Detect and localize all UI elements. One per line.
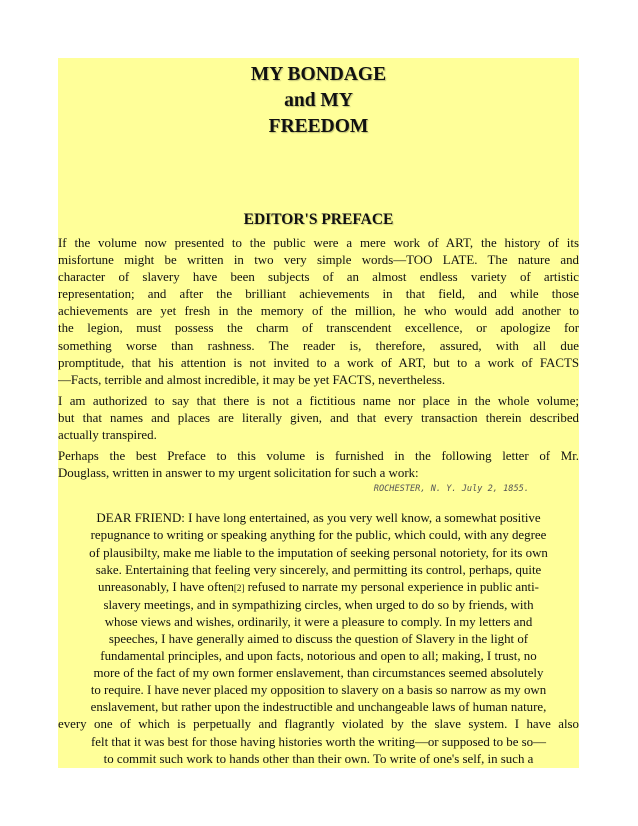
book-title [58,62,579,140]
footnote-reference-link[interactable]: [2] [233,582,245,593]
text-line: something worse than rashness. The reader is, therefore, assured, with all due [58,338,579,353]
text-line: promptitude, that his attention is not invited to a work of ART, but to a work of FACTS [58,355,579,370]
text-line: I am authorized to say that there is not a fictitious name nor place in the whole volume; [58,393,579,408]
paragraph-authorization [58,393,579,444]
paragraph-intro [58,235,579,389]
preface-heading: EDITOR'S PREFACE [243,211,394,228]
text-line: to commit such work to hands other than their own. To write of one's self, in such a [103,751,534,766]
body-text [58,235,579,768]
text-line [58,579,579,597]
text-segment: unreasonably, I have often [98,579,234,594]
text-line: Douglass, written in answer to my urgent solicitation for such a work: [58,466,419,481]
text-line: character of slavery have been subjects of an almost endless variety of artistic [58,270,579,285]
text-line: the legion, must possess the charm of transcendent excellence, or apologize for [58,321,579,336]
book-title-line-1: MY BONDAGE [250,64,387,85]
text-line: DEAR FRIEND: I have long entertained, as you very well know, a somewhat positive [96,511,541,526]
text-line: whose views and wishes, ordinarily, it were a pleasure to comply. In my letters and [104,614,533,629]
text-line: achievements are yet fresh in the memory of the million, he who would add another to [58,304,579,319]
text-line: every one of which is perpetually and flagrantly violated by the slave system. I have also [58,717,579,732]
book-title-line-2: and MY [284,90,353,111]
text-line: speeches, I have generally aimed to discuss the question of Slavery in the light of [108,631,529,646]
text-line: Perhaps the best Preface to this volume is furnished in the following letter of Mr. [58,449,579,464]
text-line: representation; and after the brilliant achievements in that field, and while those [58,287,579,302]
text-line: misfortune might be written in two very simple words—TOO LATE. The nature and [58,253,579,268]
text-line: slavery meetings, and in sympathizing circles, when urged to do so by friends, with [103,597,534,612]
text-line: repugnance to writing or speaking anything for the public, which could, with any degree [90,528,547,543]
text-line: to require. I have never placed my opposition to slavery on a basis so narrow as my own [90,683,547,698]
text-line: fundamental principles, and upon facts, notorious and open to all; making, I trust, no [100,649,537,664]
text-line: but that names and places are literally given, and that every transaction therein described [58,410,579,425]
text-line: If the volume now presented to the public were a mere work of ART, the history of its [58,236,579,250]
text-segment: refused to narrate my personal experience in public anti- [244,579,539,594]
document-page [58,58,579,768]
letter-dateline: ROCHESTER, N. Y. July 2, 1855. [373,484,529,495]
text-line: enslavement, but rather upon the indestructible and unchangeable laws of human nature, [90,700,547,715]
text-line: —Facts, terrible and almost incredible, it may be yet FACTS, nevertheless. [58,372,446,387]
text-line: sake. Entertaining that feeling very sincerely, and permitting its control, perhaps, quite [95,562,542,577]
douglass-letter [58,510,579,767]
book-title-line-3: FREEDOM [268,116,369,137]
text-line: more of the fact of my own former enslavement, than circumstances seemed absolutely [93,666,544,681]
paragraph-letter-intro [58,448,579,482]
text-line: actually transpired. [58,428,157,443]
text-line: felt that it was best for those having histories worth the writing—or supposed to be so— [90,734,547,749]
text-line: of plausibilty, make me liable to the imputation of seeking personal notoriety, for its own [89,545,548,560]
